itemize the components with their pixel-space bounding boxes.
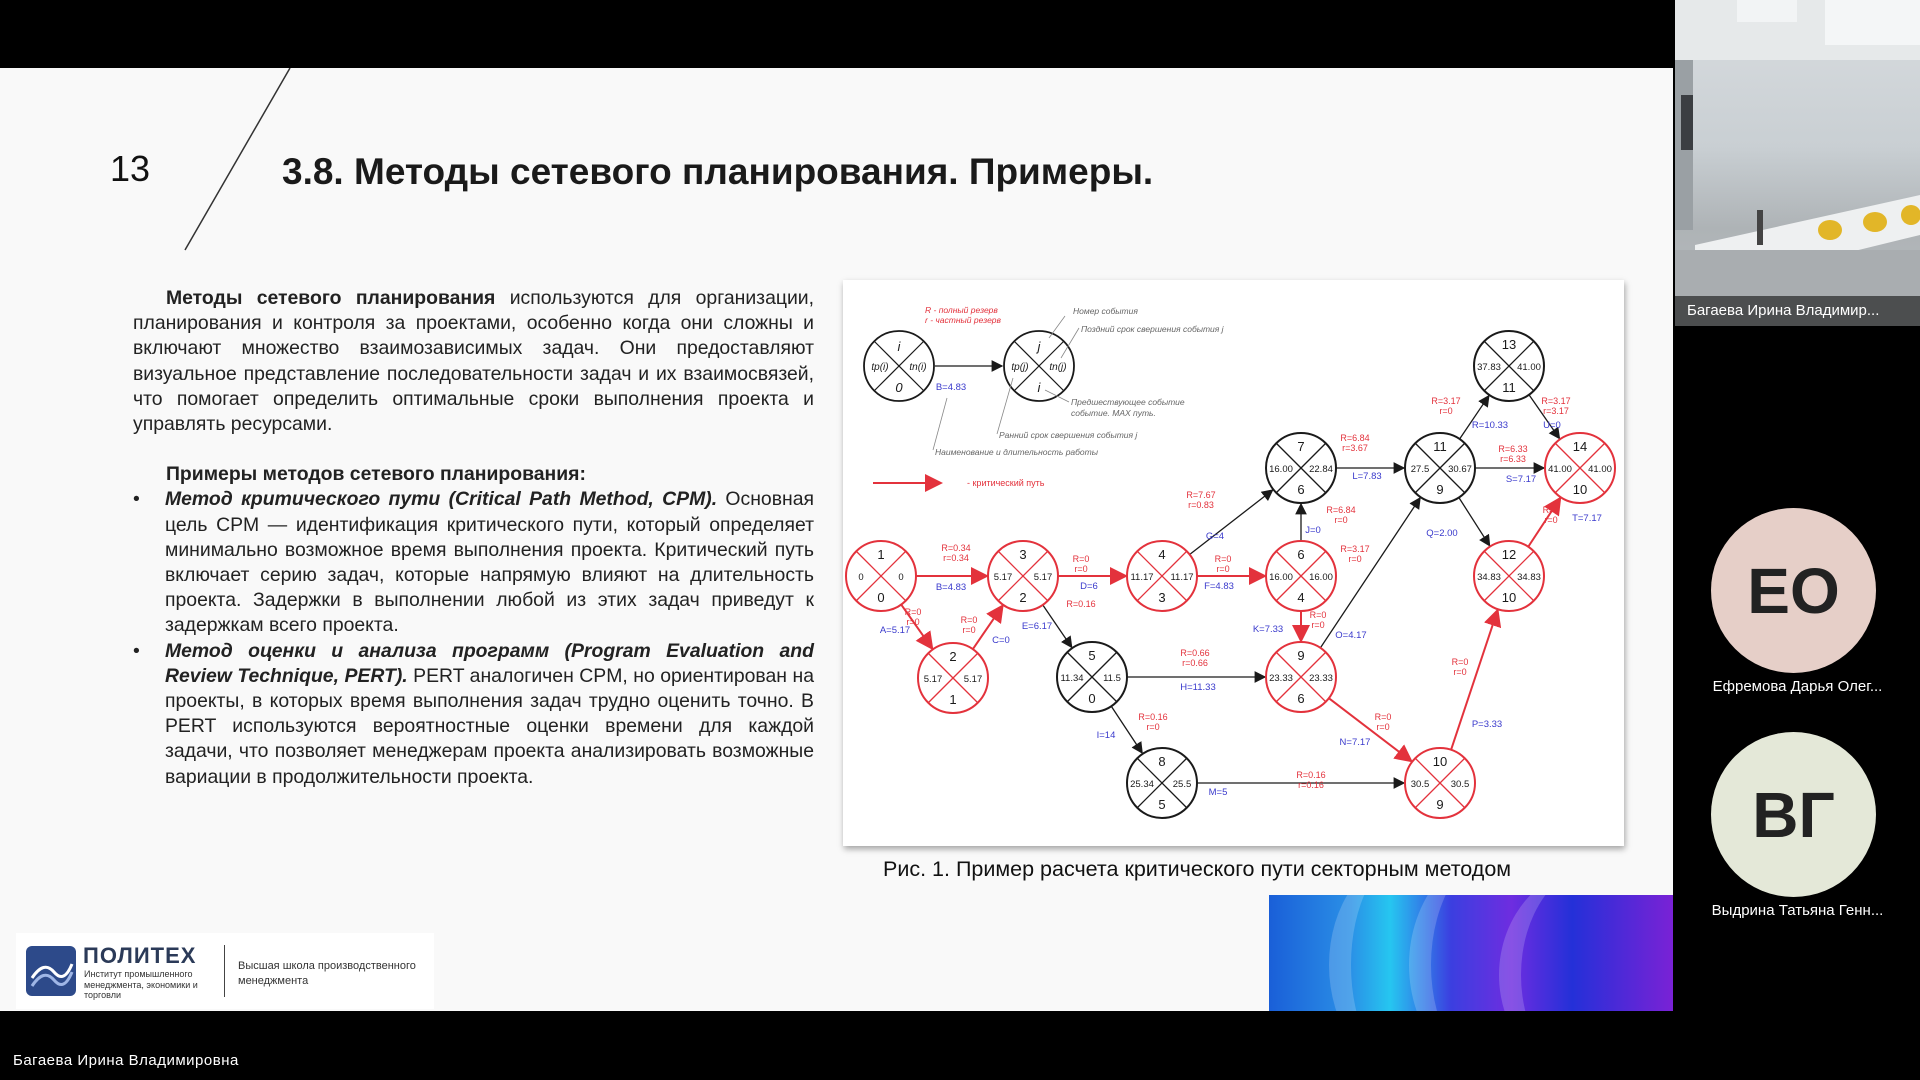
event-predecessor: 1 [949, 692, 957, 707]
work-label: D=6 [1080, 581, 1098, 592]
event-late-term: 5.17 [963, 674, 983, 685]
event-predecessor: 9 [1436, 797, 1444, 812]
reserve-label: r=0.66 [1182, 658, 1208, 668]
event-predecessor: 0 [1088, 691, 1096, 706]
event-number: 5 [1088, 648, 1096, 663]
event-number: 8 [1158, 754, 1166, 769]
legend-early-term: tp(i) [871, 362, 889, 373]
legend-work-label: B=4.83 [935, 382, 967, 393]
event-early-term: 5.17 [923, 674, 943, 685]
legend-early-term: tp(j) [1011, 362, 1029, 373]
figure-caption: Рис. 1. Пример расчета критического пути секторным методом [883, 857, 1512, 881]
reserve-label: R=0.34 [941, 543, 971, 553]
work-label: S=7.17 [1505, 474, 1537, 485]
methods-list [133, 487, 814, 789]
event-early-term: 37.83 [1477, 362, 1501, 373]
reserve-label: r=0 [1146, 722, 1160, 732]
event-early-term: 34.83 [1477, 572, 1501, 583]
legend-r-full: R - полный резерв [925, 305, 998, 315]
reserve-label: R=0 [1542, 505, 1560, 515]
event-number: 14 [1572, 439, 1588, 454]
event-late-term: 34.83 [1517, 572, 1541, 583]
event-early-term: 5.17 [993, 572, 1013, 583]
network-diagram [843, 280, 1624, 846]
work-label: L=7.83 [1352, 471, 1382, 482]
legend-early-term-note: Ранний срок свершения события j [999, 430, 1138, 440]
work-label: R=10.33 [1471, 420, 1509, 431]
slide-number: 13 [110, 148, 151, 189]
logo-mark-icon [26, 946, 76, 996]
avatar: ВГ [1711, 732, 1876, 897]
work-label: N=7.17 [1339, 737, 1371, 748]
event-late-term: 0 [898, 572, 904, 583]
event-early-term: 30.5 [1410, 779, 1430, 790]
legend-leader-line [997, 378, 1013, 434]
intro-bold: Методы сетевого планирования [166, 287, 496, 309]
legend-event-number: Номер события [1073, 306, 1138, 316]
edge-arrow [1460, 396, 1489, 439]
reserve-label: R=0.16 [1138, 712, 1168, 722]
legend-work-name-note: Наименование и длительность работы [935, 447, 1098, 457]
event-number: 1 [877, 547, 885, 562]
method-item-cpm [133, 487, 814, 638]
reserve-label: R=0 [1214, 554, 1232, 564]
event-early-term: 27.5 [1410, 464, 1430, 475]
reserve-label: R=0 [1309, 610, 1327, 620]
reserve-label: R=0 [1072, 554, 1090, 564]
work-label: K=7.33 [1252, 624, 1284, 635]
event-late-term: 30.67 [1448, 464, 1472, 475]
logo-divider [224, 945, 225, 997]
legend-node-bottom: 0 [895, 380, 903, 395]
event-number: 2 [949, 649, 957, 664]
event-late-term: 23.33 [1309, 673, 1333, 684]
participant-name: Выдрина Татьяна Генн... [1711, 902, 1884, 919]
event-number: 9 [1297, 648, 1305, 663]
reserve-label: r=0 [1544, 515, 1558, 525]
reserve-label: r=0.16 [1298, 780, 1324, 790]
avatar: ЕО [1711, 508, 1876, 673]
reserve-label: R=3.17 [1340, 544, 1370, 554]
reserve-label: r=0 [1439, 406, 1453, 416]
reserve-label: R=6.84 [1326, 505, 1356, 515]
edge-arrow [1329, 698, 1412, 761]
work-label: E=6.17 [1021, 621, 1053, 632]
reserve-label: r=0.83 [1188, 500, 1214, 510]
event-late-term: 5.17 [1033, 572, 1053, 583]
event-number: 4 [1158, 547, 1166, 562]
logo-school: Высшая школа производственного менеджмента [238, 960, 416, 987]
method-text: PERT аналогичен CPM, но ориентирован на проекты, в которых время выполнения задач трудно оценить точно. В PERT используются вероятностные оценки времени для каждой задачи, что позволяет менеджерам проекта анализировать возможные вариации в продолжительности проекта. [165, 664, 814, 788]
event-number: 10 [1432, 754, 1448, 769]
reserve-label: r=0 [1216, 564, 1230, 574]
event-predecessor: 10 [1572, 482, 1588, 497]
method-text: Основная цель CPM — идентификация критического пути, который определяет минимально возможное время выполнения проекта. Критический путь включает серию задач, которые напрямую влияют на длительность проекта. Задержки в выполнении любой из этих задач приведут к задержкам всего проекта. [165, 488, 815, 637]
video-participant-name: Багаева Ирина Владимир... [1675, 296, 1920, 326]
intro-text: используются для организации, планирования и контроля за проектами, особенно когда они сложны и включают множество взаимозависимых задач. Они предоставляют визуальное представление последовательности задач и их взаимосвязей, что помогает определить оптимальные сроки выполнения проекта и управлять ресурсами. [133, 287, 815, 436]
method-item-pert [133, 639, 814, 790]
reserve-label: R=0 [904, 607, 922, 617]
legend-late-term-note: Поздний срок свершения события j [1081, 324, 1224, 334]
reserve-label: R=0 [1451, 657, 1469, 667]
event-late-term: 30.5 [1450, 779, 1470, 790]
legend-predecessor-note: Предшествующее событие [1071, 397, 1185, 407]
work-label: J=0 [1305, 525, 1321, 536]
edge-arrow [1459, 497, 1490, 545]
reserve-label: r=6.33 [1500, 454, 1526, 464]
reserve-label: R=7.67 [1186, 490, 1216, 500]
event-predecessor: 11 [1502, 380, 1516, 395]
examples-heading: Примеры методов сетевого планирования: [166, 463, 586, 486]
work-label: A=5.17 [879, 625, 911, 636]
slide-title: 3.8. Методы сетевого планирования. Примеры. [282, 151, 1154, 192]
legend-node-top: i [897, 339, 901, 354]
reserve-label: r=0 [1376, 722, 1390, 732]
video-feed [1675, 0, 1920, 326]
event-predecessor: 6 [1297, 482, 1305, 497]
reserve-label: R=3.17 [1431, 396, 1461, 406]
work-label: P=3.33 [1471, 719, 1503, 730]
participant-tile[interactable] [1675, 732, 1920, 952]
network-diagram-figure [843, 280, 1624, 846]
event-early-term: 11.17 [1130, 572, 1154, 583]
reserve-label: R=0 [960, 615, 978, 625]
event-early-term: 41.00 [1548, 464, 1572, 475]
event-late-term: 25.5 [1172, 779, 1192, 790]
slide-body-text [133, 286, 814, 790]
event-number: 7 [1297, 439, 1305, 454]
presenter-video-tile[interactable] [1675, 0, 1920, 326]
decorative-diagonal-line [0, 68, 320, 268]
event-early-term: 0 [858, 572, 864, 583]
event-early-term: 11.34 [1060, 673, 1084, 684]
reserve-label: r=3.67 [1342, 443, 1368, 453]
event-predecessor: 4 [1297, 590, 1305, 605]
event-late-term: 11.17 [1170, 572, 1194, 583]
legend-r-partial: r - частный резерв [925, 315, 1001, 325]
reserve-label: r=0 [906, 617, 920, 627]
reserve-label: r=0 [1334, 515, 1348, 525]
reserve-label: r=0 [1348, 554, 1362, 564]
reserve-label: R=0.16 [1066, 599, 1096, 609]
event-predecessor: 0 [877, 590, 885, 605]
work-label: T=7.17 [1572, 513, 1602, 524]
reserve-label: R=0 [1374, 712, 1392, 722]
presentation-slide [0, 68, 1673, 1011]
legend-node-top: j [1037, 339, 1041, 354]
reserve-label: r=0 [1453, 667, 1467, 677]
reserve-label: r=0 [1311, 620, 1325, 630]
legend-leader-line [1049, 316, 1065, 338]
reserve-label: R=6.84 [1340, 433, 1370, 443]
legend-late-term: tn(i) [909, 362, 927, 373]
event-late-term: 22.84 [1309, 464, 1333, 475]
event-predecessor: 10 [1501, 590, 1517, 605]
method-title: Метод оценки и анализа программ (Program Evaluation and Review Technique, PERT). [165, 639, 814, 687]
work-label: Q=2.00 [1426, 528, 1458, 539]
work-label: B=4.83 [935, 582, 967, 593]
reserve-label: R=0.16 [1296, 770, 1326, 780]
work-label: H=11.33 [1180, 682, 1216, 693]
event-number: 3 [1019, 547, 1027, 562]
event-late-term: 41.00 [1517, 362, 1541, 373]
work-label: C=0 [992, 635, 1010, 646]
event-predecessor: 2 [1019, 590, 1027, 605]
reserve-label: r=0 [962, 625, 976, 635]
reserve-label: R=0.66 [1180, 648, 1210, 658]
presenter-name-label: Багаева Ирина Владимировна [13, 1052, 239, 1069]
event-number: 6 [1297, 547, 1305, 562]
event-number: 11 [1433, 439, 1447, 454]
logo-name: ПОЛИТЕХ [83, 943, 197, 968]
reserve-label: r=0 [1074, 564, 1088, 574]
event-number: 12 [1501, 547, 1517, 562]
event-number: 13 [1501, 337, 1517, 352]
event-late-term: 11.5 [1103, 673, 1121, 684]
reserve-label: r=0.34 [943, 553, 969, 563]
legend-predecessor-note-2: событие. MAX путь. [1071, 408, 1156, 418]
legend-late-term: tn(j) [1049, 362, 1067, 373]
work-label: O=4.17 [1335, 630, 1367, 641]
legend-leader-line [933, 398, 947, 450]
reserve-label: r=3.17 [1543, 406, 1569, 416]
decorative-gradient-art [1269, 895, 1673, 1011]
participant-tile[interactable] [1675, 508, 1920, 728]
logo-subtitle: Институт промышленного менеджмента, экономики и торговли [84, 969, 198, 1000]
work-label: F=4.83 [1204, 581, 1234, 592]
event-early-term: 16.00 [1269, 464, 1293, 475]
event-late-term: 41.00 [1588, 464, 1612, 475]
event-early-term: 25.34 [1130, 779, 1154, 790]
work-label: G=4 [1205, 531, 1225, 542]
work-label: U=0 [1543, 420, 1561, 431]
reserve-label: R=6.33 [1498, 444, 1528, 454]
reserve-label: R=3.17 [1541, 396, 1571, 406]
participant-name: Ефремова Дарья Олег... [1712, 678, 1883, 695]
legend-critical-path: - критический путь [967, 478, 1045, 488]
event-early-term: 16.00 [1269, 572, 1293, 583]
event-predecessor: 9 [1436, 482, 1444, 497]
legend-node-bottom: i [1037, 380, 1041, 395]
politeh-logo [16, 933, 434, 1009]
method-title: Метод критического пути (Critical Path Method, CPM). [165, 488, 718, 511]
event-late-term: 16.00 [1309, 572, 1333, 583]
event-early-term: 23.33 [1269, 673, 1293, 684]
work-label: M=5 [1208, 787, 1228, 798]
event-predecessor: 5 [1158, 797, 1166, 812]
event-predecessor: 6 [1297, 691, 1305, 706]
event-predecessor: 3 [1158, 590, 1166, 605]
intro-paragraph [133, 286, 814, 437]
work-label: I=14 [1096, 730, 1116, 741]
